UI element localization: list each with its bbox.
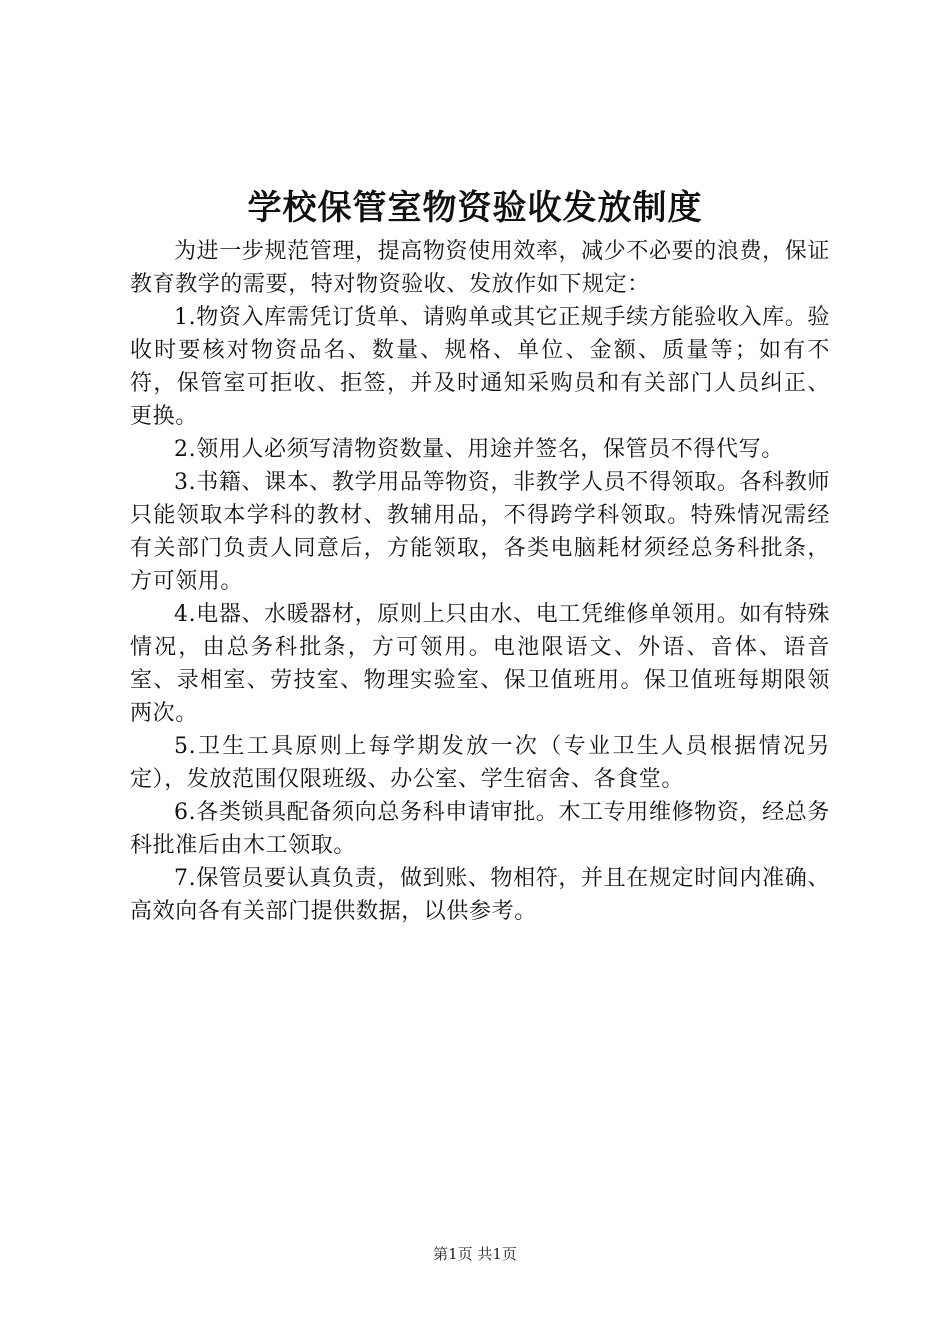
- rule-paragraph-2: 2.领用人必须写清物资数量、用途并签名，保管员不得代写。: [174, 437, 784, 462]
- document-title: 学校保管室物资验收发放制度: [247, 188, 703, 228]
- document-body: [130, 235, 830, 928]
- rule-paragraph-3: 3.书籍、课本、教学用品等物资，非教学人员不得领取。各科教师只能领取本学科的教材、教辅用品，不得跨学科领取。特殊情况需经有关部门负责人同意后，方能领取，各类电脑耗材须经总务科批条，方可领用。: [130, 470, 830, 594]
- page-number-footer: 第1页 共1页: [433, 1245, 517, 1263]
- rule-paragraph-7: 7.保管员要认真负责，做到账、物相符，并且在规定时间内准确、高效向各有关部门提供数据，以供参考。: [130, 866, 830, 924]
- intro-paragraph: 为进一步规范管理，提高物资使用效率，减少不必要的浪费，保证教育教学的需要，特对物资验收、发放作如下规定：: [130, 239, 830, 297]
- rule-paragraph-6: 6.各类锁具配备须向总务科申请审批。木工专用维修物资，经总务科批准后由木工领取。: [130, 800, 830, 858]
- rule-paragraph-1: 1.物资入库需凭订货单、请购单或其它正规手续方能验收入库。验收时要核对物资品名、数量、规格、单位、金额、质量等；如有不符，保管室可拒收、拒签，并及时通知采购员和有关部门人员纠正、更换。: [130, 305, 830, 429]
- rule-paragraph-4: 4.电器、水暖器材，原则上只由水、电工凭维修单领用。如有特殊情况，由总务科批条，方可领用。电池限语文、外语、音体、语音室、录相室、劳技室、物理实验室、保卫值班用。保卫值班每期限领两次。: [130, 602, 830, 726]
- rule-paragraph-5: 5.卫生工具原则上每学期发放一次（专业卫生人员根据情况另定），发放范围仅限班级、办公室、学生宿舍、各食堂。: [130, 734, 830, 792]
